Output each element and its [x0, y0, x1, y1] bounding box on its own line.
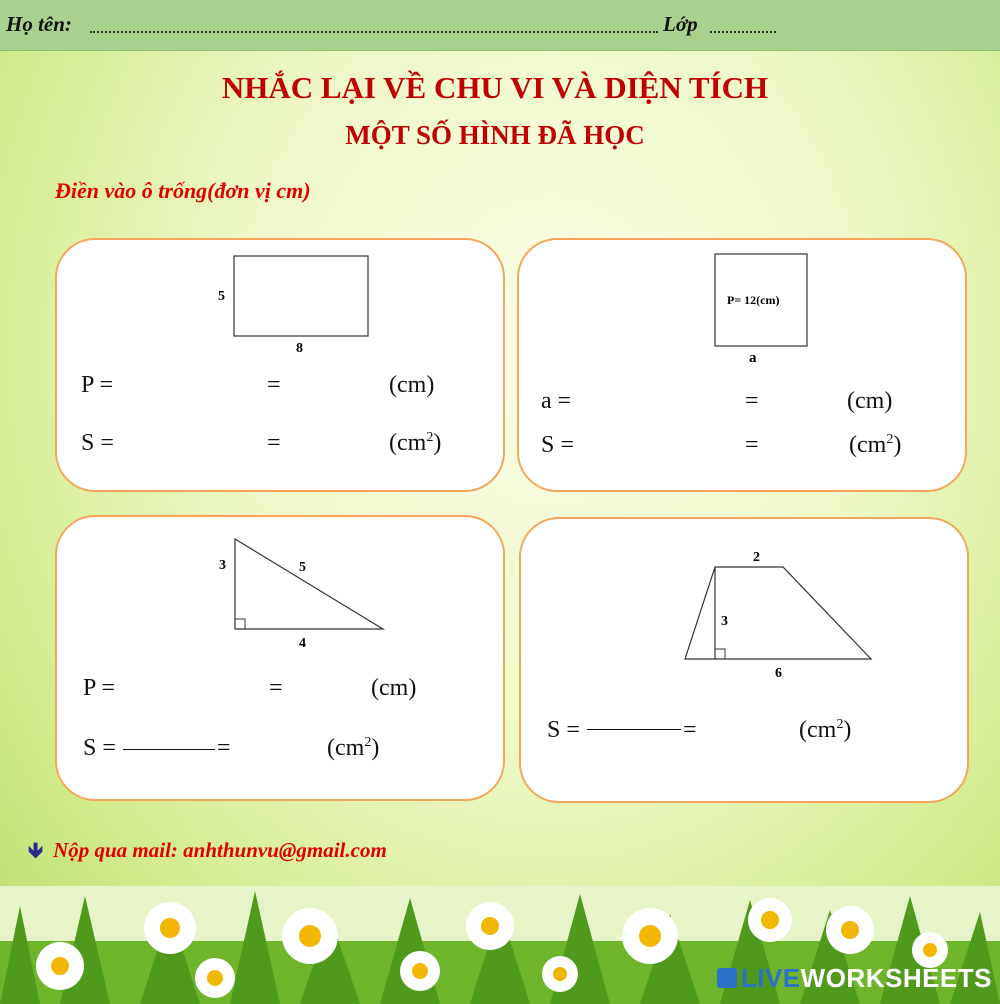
tri-s-fraction-line[interactable] — [123, 749, 215, 750]
tri-p-label: P = — [83, 675, 115, 701]
trapezoid-shape — [685, 567, 871, 659]
rect-p-unit: (cm) — [389, 372, 435, 398]
trap-s-eq: = — [683, 717, 697, 743]
right-angle-mark — [235, 619, 245, 629]
header-bar — [0, 0, 1000, 51]
logo-badge-icon — [717, 968, 737, 988]
rect-p-eq: = — [267, 372, 281, 398]
trap-s-fraction-line[interactable] — [587, 729, 681, 730]
name-label: Họ tên: — [6, 12, 72, 36]
trapezoid-top-label: 2 — [753, 550, 760, 565]
triangle-shape — [235, 539, 383, 629]
rect-s-label: S = — [81, 430, 114, 456]
rectangle-width-label: 8 — [296, 341, 303, 356]
trapezoid-right-angle-mark — [715, 649, 725, 659]
trap-s-unit: $(cm^2)$ — [799, 717, 852, 743]
name-blank-line[interactable] — [90, 31, 658, 33]
tri-s-label: S = — [83, 735, 116, 761]
rect-s-unit: $(cm^2)$ — [389, 430, 442, 456]
trapezoid-height-label: 3 — [721, 614, 728, 629]
square-a-label: a = — [541, 388, 572, 414]
submit-note — [28, 836, 387, 871]
instruction-text: Điền vào ô trống(đơn vị cm) — [55, 178, 311, 203]
trapezoid-card — [519, 517, 969, 803]
rectangle-shape — [234, 256, 368, 336]
tri-p-unit: (cm) — [371, 675, 417, 701]
square-figure — [705, 250, 815, 370]
triangle-hypotenuse-label: 5 — [299, 560, 306, 575]
square-side-label: a — [749, 350, 757, 366]
liveworksheets-logo: LIVEWORKSHEETS — [717, 963, 992, 994]
trapezoid-figure — [677, 545, 887, 685]
rect-p-label: P = — [81, 372, 113, 398]
trap-s-label: S = — [547, 717, 580, 743]
triangle-card — [55, 515, 505, 801]
rectangle-height-label: 5 — [218, 289, 225, 304]
triangle-leg-horizontal-label: 4 — [299, 636, 306, 651]
square-card — [517, 238, 967, 492]
rectangle-card — [55, 238, 505, 492]
triangle-leg-vertical-label: 3 — [219, 558, 226, 573]
tri-s-unit: $(cm^2)$ — [327, 735, 380, 761]
tri-p-eq: = — [269, 675, 283, 701]
square-s-unit: $(cm^2)$ — [849, 432, 902, 458]
rect-s-eq: = — [267, 430, 281, 456]
square-s-label: S = — [541, 432, 574, 458]
page-title: NHẮC LẠI VỀ CHU VI VÀ DIỆN TÍCH — [221, 70, 769, 105]
square-a-unit: (cm) — [847, 388, 893, 414]
square-perimeter-label: P= 12(cm) — [727, 293, 780, 307]
square-a-eq: = — [745, 388, 759, 414]
class-blank-line[interactable] — [710, 31, 776, 33]
arrow-down-icon: 🡻 — [28, 838, 44, 862]
trapezoid-bottom-label: 6 — [775, 666, 782, 681]
submit-note-text: Nộp qua mail: anhthunvu@gmail.com — [53, 838, 387, 862]
square-s-eq: = — [745, 432, 759, 458]
triangle-figure — [207, 535, 407, 655]
tri-s-eq: = — [217, 735, 231, 761]
class-label: Lớp — [663, 12, 698, 36]
rectangle-figure — [212, 250, 392, 360]
page-subtitle: MỘT SỐ HÌNH ĐÃ HỌC — [345, 120, 645, 150]
